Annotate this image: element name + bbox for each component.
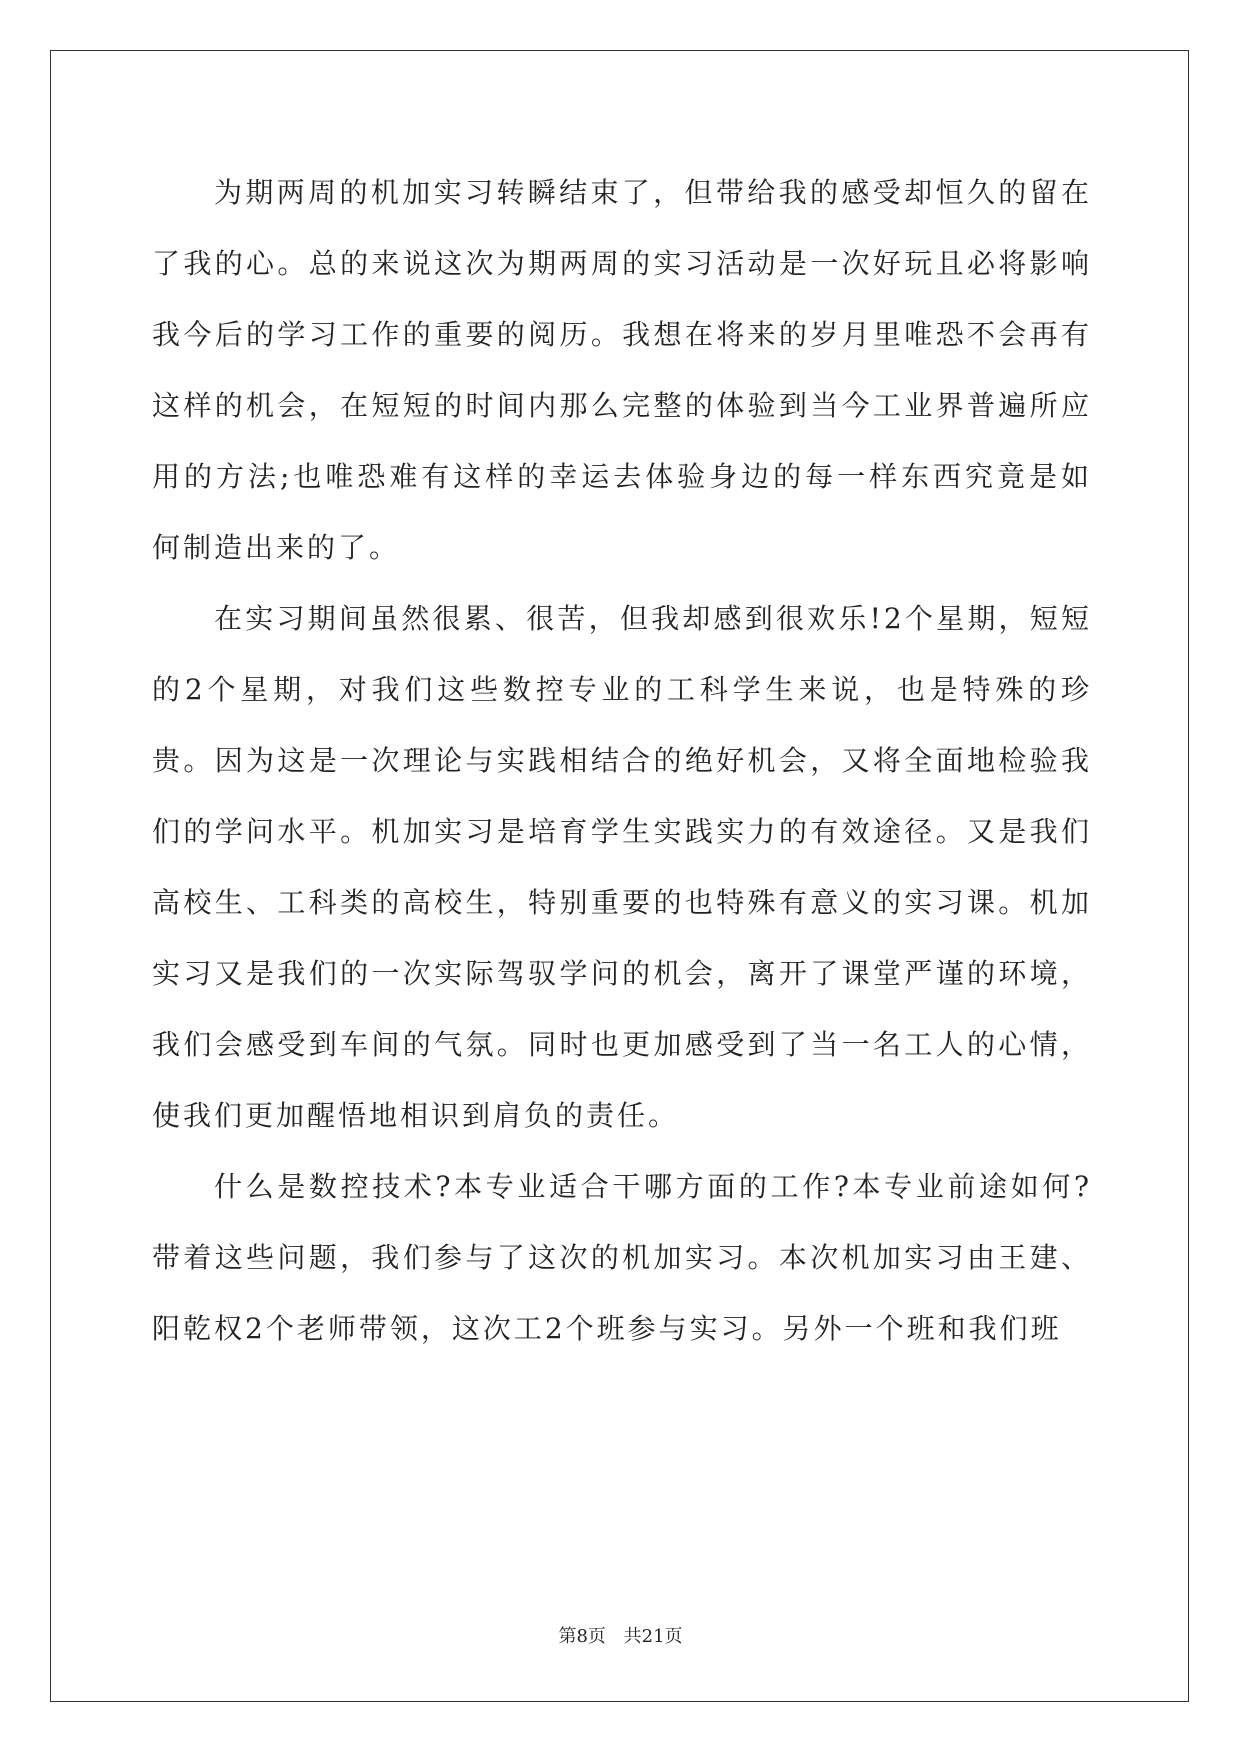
- paragraph-1: 为期两周的机加实习转瞬结束了，但带给我的感受却恒久的留在了我的心。总的来说这次为期两周的实习活动是一次好玩且必将影响我今后的学习工作的重要的阅历。我想在将来的岁月里唯恐不会再有这样的机会，在短短的时间内那么完整的体验到当今工业界普遍所应用的方法;也唯恐难有这样的幸运去体验身边的每一样东西究竟是如何制造出来的了。: [152, 176, 1092, 564]
- document-body: [152, 157, 1092, 1364]
- page-number: 第8页: [558, 1626, 606, 1647]
- paragraph-3: 什么是数控技术?本专业适合干哪方面的工作?本专业前途如何?带着这些问题，我们参与了这次的机加实习。本次机加实习由王建、阳乾权2个老师带领，这次工2个班参与实习。另外一个班和我们班: [152, 1170, 1092, 1345]
- paragraph-2: 在实习期间虽然很累、很苦，但我却感到很欢乐!2个星期，短短的2个星期，对我们这些数控专业的工科学生来说，也是特殊的珍贵。因为这是一次理论与实践相结合的绝好机会，又将全面地检验我们的学问水平。机加实习是培育学生实践实力的有效途径。又是我们高校生、工科类的高校生，特别重要的也特殊有意义的实习课。机加实习又是我们的一次实际驾驭学问的机会，离开了课堂严谨的环境，我们会感受到车间的气氛。同时也更加感受到了当一名工人的心情，使我们更加醒悟地相识到肩负的责任。: [152, 602, 1092, 1132]
- page-total: 共21页: [623, 1626, 683, 1647]
- page-footer: [0, 1622, 1241, 1648]
